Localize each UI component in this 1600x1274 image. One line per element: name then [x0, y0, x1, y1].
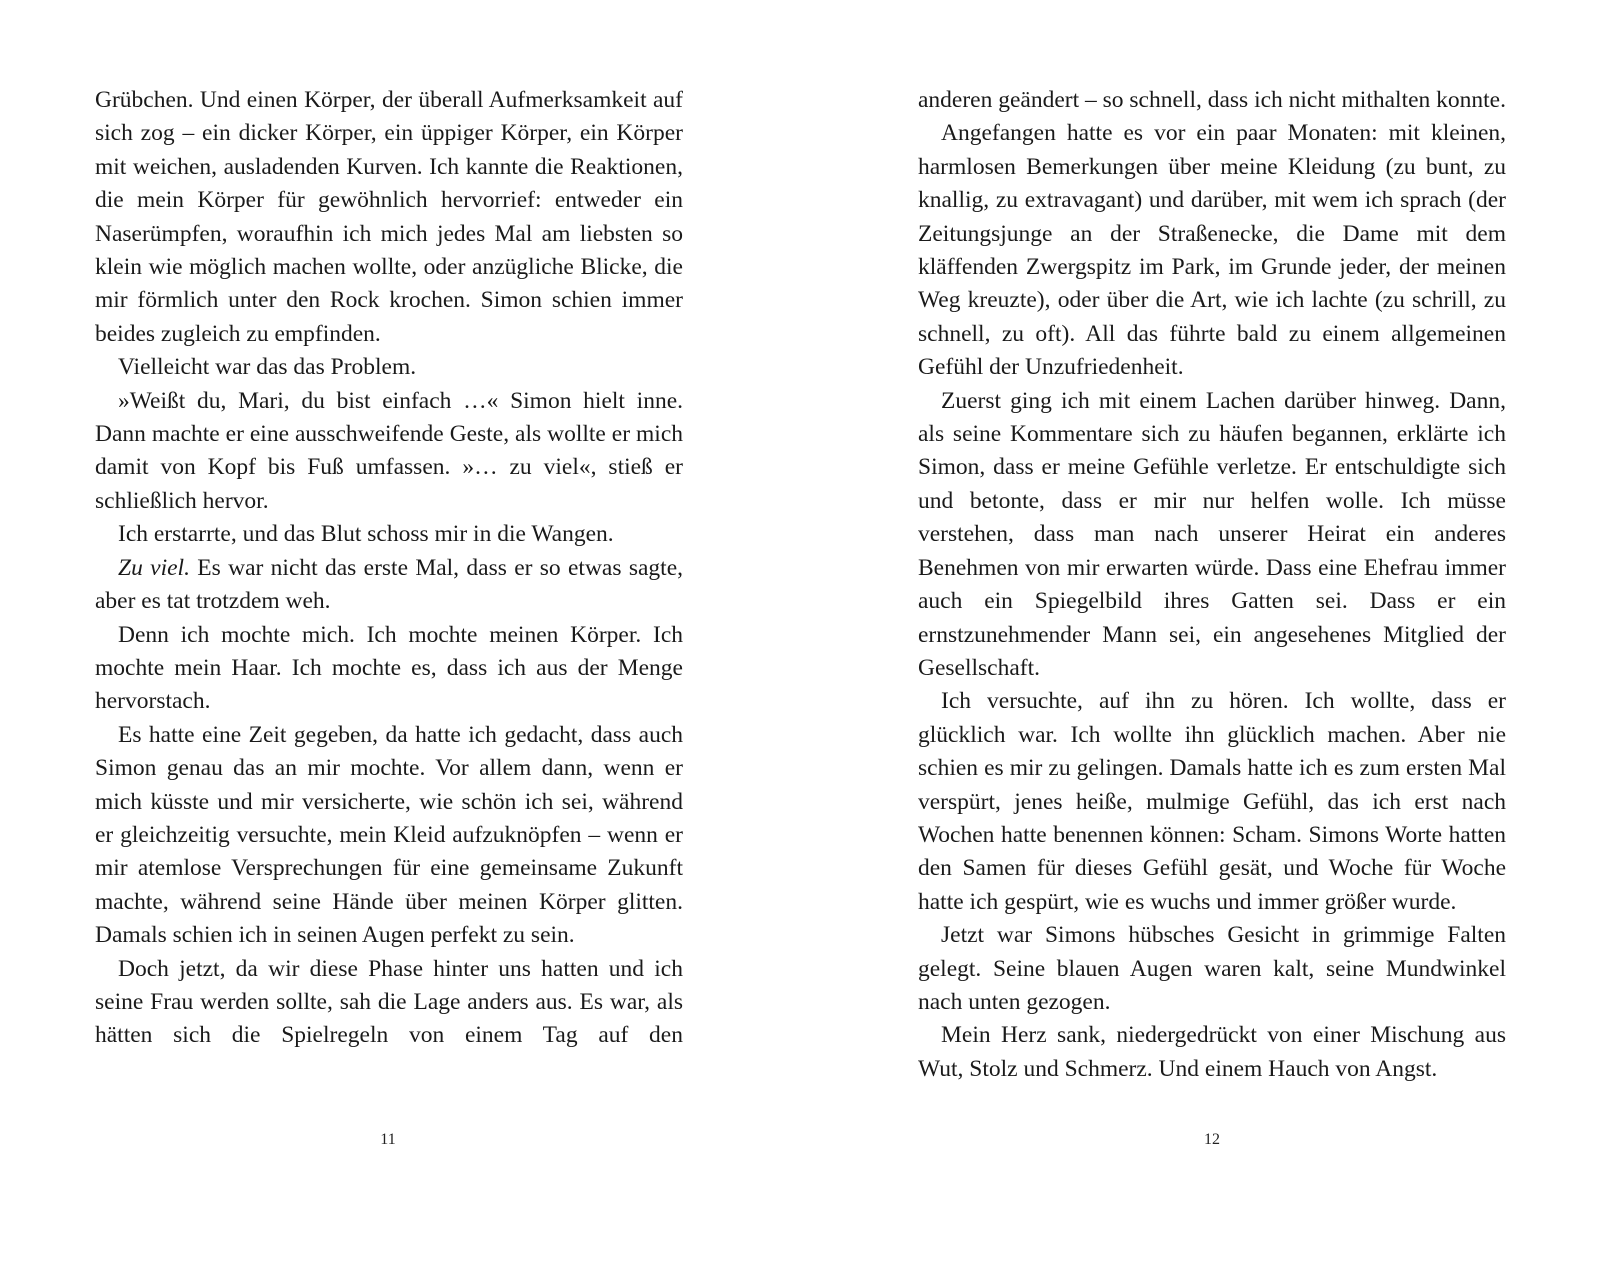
paragraph: Grübchen. Und einen Körper, der überall Aufmerksamkeit auf sich zog – ein dicker Körper, ein üppiger Körper, ein Körper mit weichen, ausladenden Kurven. Ich kannte die Reaktionen, die mein Körper für gewöhnlich hervorrief: entweder ein Naserümpfen, woraufhin ich mich jedes Mal am liebsten so klein wie möglich machen wollte, oder anzügliche Blicke, die mir förmlich unter den Rock krochen. Simon schien immer beides zugleich zu empfinden.	[95, 87, 683, 347]
paragraph: Doch jetzt, da wir diese Phase hinter uns hatten und ich seine Frau werden sollte, sah die Lage anders aus. Es war, als hätten sich die Spielregeln von einem Tag auf den	[95, 955, 683, 1049]
paragraph: Ich erstarrte, und das Blut schoss mir in die Wangen.	[118, 521, 614, 548]
paragraph: Ich versuchte, auf ihn zu hören. Ich wollte, dass er glücklich war. Ich wollte ihn glücklich machen. Aber nie schien es mir zu gelingen. Damals hatte ich es zum ersten Mal verspürt, jenes heiße, mulmige Gefühl, das ich erst nach Wochen hatte benennen können: Scham. Simons Worte hatten den Samen für dieses Gefühl gesät, und Woche für Woche hatte ich gespürt, wie es wuchs und immer größer wurde.	[918, 688, 1506, 915]
paragraph: »Weißt du, Mari, du bist einfach …« Simon hielt inne. Dann machte er eine ausschweifende Geste, als wollte er mich damit von Kopf bis Fuß umfassen. »… zu viel«, stieß er schließlich hervor.	[95, 387, 683, 514]
page-number-left: 11	[380, 1131, 396, 1148]
left-page	[95, 84, 683, 1053]
paragraph	[95, 552, 683, 619]
left-page-text	[95, 84, 683, 1053]
paragraph-text: Es war nicht das erste Mal, dass er so etwas sagte, aber es tat trotzdem weh.	[95, 554, 683, 615]
right-page-text	[918, 84, 1506, 1086]
paragraph: Zuerst ging ich mit einem Lachen darüber hinweg. Dann, als seine Kommentare sich zu häufen begannen, erklärte ich Simon, dass er meine Gefühle verletze. Er entschuldigte sich und betonte, dass er mir nur helfen wolle. Ich müsse verstehen, dass man nach unserer Heirat ein anderes Benehmen von mir erwarten würde. Dass eine Ehefrau immer auch ein Spiegelbild ihres Gatten sei. Dass er ein ernstzunehmender Mann sei, ein angesehenes Mitglied der Gesellschaft.	[918, 387, 1506, 681]
right-page	[918, 84, 1506, 1086]
paragraph: Mein Herz sank, niedergedrückt von einer Mischung aus Wut, Stolz und Schmerz. Und einem Hauch von Angst.	[918, 1022, 1506, 1082]
paragraph: Angefangen hatte es vor ein paar Monaten: mit kleinen, harmlosen Bemerkungen über meine Kleidung (zu bunt, zu knallig, zu extravagant) und darüber, mit wem ich sprach (der Zeitungsjunge an der Straßenecke, die Dame mit dem kläffenden Zwergspitz im Park, im Grunde jeder, der meinen Weg kreuzte), oder über die Art, wie ich lachte (zu schrill, zu schnell, zu oft). All das führte bald zu einem allgemeinen Gefühl der Unzufriedenheit.	[918, 120, 1506, 381]
paragraph: Vielleicht war das das Problem.	[118, 354, 417, 381]
paragraph: Es hatte eine Zeit gegeben, da hatte ich gedacht, dass auch Simon genau das an mir mochte. Vor allem dann, wenn er mich küsste und mir versicherte, wie schön ich sei, während er gleichzeitig versuchte, mein Kleid aufzuknöpfen – wenn er mir atemlose Versprechungen für eine gemeinsame Zukunft machte, während seine Hände über meinen Körper glitten. Damals schien ich in seinen Augen perfekt zu sein.	[95, 721, 683, 949]
paragraph: Denn ich mochte mich. Ich mochte meinen Körper. Ich mochte mein Haar. Ich mochte es, dass ich aus der Menge hervorstach.	[95, 621, 683, 715]
page-number-right: 12	[1204, 1131, 1220, 1148]
paragraph: Jetzt war Simons hübsches Gesicht in grimmige Falten gelegt. Seine blauen Augen waren kalt, seine Mundwinkel nach unten gezogen.	[918, 922, 1506, 1015]
paragraph: anderen geändert – so schnell, dass ich nicht mithalten konnte.	[918, 87, 1506, 113]
emphasis-text: Zu viel.	[118, 554, 190, 581]
